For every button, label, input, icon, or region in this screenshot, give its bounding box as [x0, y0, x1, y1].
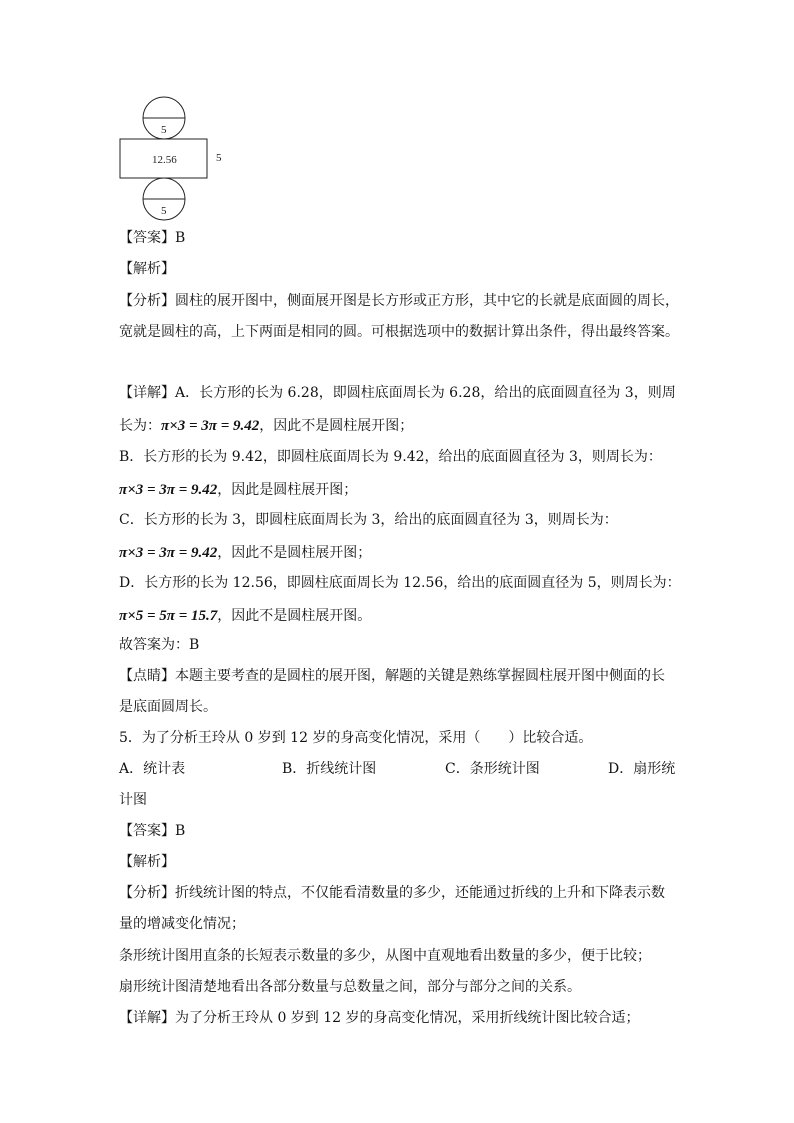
q4-detail-a-line2 [119, 417, 413, 435]
q5-fenxi-line3: 条形统计图用直条的长短表示数量的多少，从图中直观地看出数量的多少，便于比较； [119, 948, 651, 964]
q4-detail-d-line2 [119, 607, 371, 625]
rect-length-label: 12.56 [152, 154, 177, 166]
q4-answer: 【答案】B [119, 230, 186, 246]
q4-dianjing-line2: 是底面圆周长。 [119, 699, 217, 715]
q4-detail-b-suffix: ，因此是圆柱展开图； [217, 482, 358, 498]
q4-detail-d-line1: D．长方形的长为 12.56，即圆柱底面周长为 12.56，给出的底面圆直径为 5，则周长为： [119, 575, 681, 591]
q5-detail: 【详解】为了分析王玲从 0 岁到 12 岁的身高变化情况，采用折线统计图比较合适； [119, 1010, 640, 1026]
top-circle-label: 5 [161, 124, 167, 136]
q4-detail-a-suffix: ，因此不是圆柱展开图； [259, 418, 414, 434]
q5-option-a: A．统计表 [119, 761, 186, 777]
q4-detail-a-formula: π×3 = 3π = 9.42 [161, 418, 260, 434]
q4-detail-c-line1: C．长方形的长为 3，即圆柱底面周长为 3，给出的底面圆直径为 3，则周长为： [119, 512, 618, 528]
q4-conclusion: 故答案为：B [119, 637, 200, 653]
q4-detail-b-line1: B．长方形的长为 9.42，即圆柱底面周长为 9.42，给出的底面圆直径为 3，则周长为： [119, 449, 662, 465]
q5-option-d: D．扇形统 [608, 761, 676, 777]
q4-detail-b-formula: π×3 = 3π = 9.42 [119, 482, 218, 498]
q4-jiexi: 【解析】 [119, 261, 175, 277]
q5-option-c: C．条形统计图 [445, 761, 540, 777]
q4-detail-c-suffix: ，因此不是圆柱展开图； [217, 545, 372, 561]
q5-fenxi-line4: 扇形统计图清楚地看出各部分数量与总数量之间，部分与部分之间的关系。 [119, 979, 581, 995]
q4-detail-d-suffix: ，因此不是圆柱展开图。 [217, 608, 372, 624]
q4-detail-b-line2 [119, 481, 357, 499]
q4-detail-a-prefix: 长为： [119, 418, 161, 434]
rect-height-label: 5 [216, 152, 222, 164]
q5-answer: 【答案】B [119, 823, 186, 839]
q5-jiexi: 【解析】 [119, 854, 175, 870]
q5-option-d-continued: 计图 [119, 792, 147, 808]
q5-option-b: B．折线统计图 [282, 761, 377, 777]
cylinder-net-figure [115, 92, 235, 222]
q4-fenxi-line2: 宽就是圆柱的高，上下两面是相同的圆。可根据选项中的数据计算出条件，得出最终答案。 [119, 324, 679, 340]
q5-fenxi-line1: 【分析】折线统计图的特点，不仅能看清数量的多少，还能通过折线的上升和下降表示数 [119, 885, 665, 901]
q4-fenxi-line1: 【分析】圆柱的展开图中，侧面展开图是长方形或正方形，其中它的长就是底面圆的周长， [119, 293, 679, 309]
q4-detail-c-formula: π×3 = 3π = 9.42 [119, 545, 218, 561]
bottom-circle-label: 5 [161, 205, 167, 217]
q4-detail-d-formula: π×5 = 5π = 15.7 [119, 608, 218, 624]
q5-question: 5．为了分析王玲从 0 岁到 12 岁的身高变化情况，采用（ ）比较合适。 [119, 730, 593, 746]
q4-detail-a-line1: 【详解】A．长方形的长为 6.28，即圆柱底面周长为 6.28，给出的底面圆直径为 3，则周 [119, 385, 676, 401]
q5-fenxi-line2: 量的增减变化情况； [119, 916, 245, 932]
q4-dianjing-line1: 【点睛】本题主要考查的是圆柱的展开图，解题的关键是熟练掌握圆柱展开图中侧面的长 [119, 668, 665, 684]
q4-detail-c-line2 [119, 544, 371, 562]
